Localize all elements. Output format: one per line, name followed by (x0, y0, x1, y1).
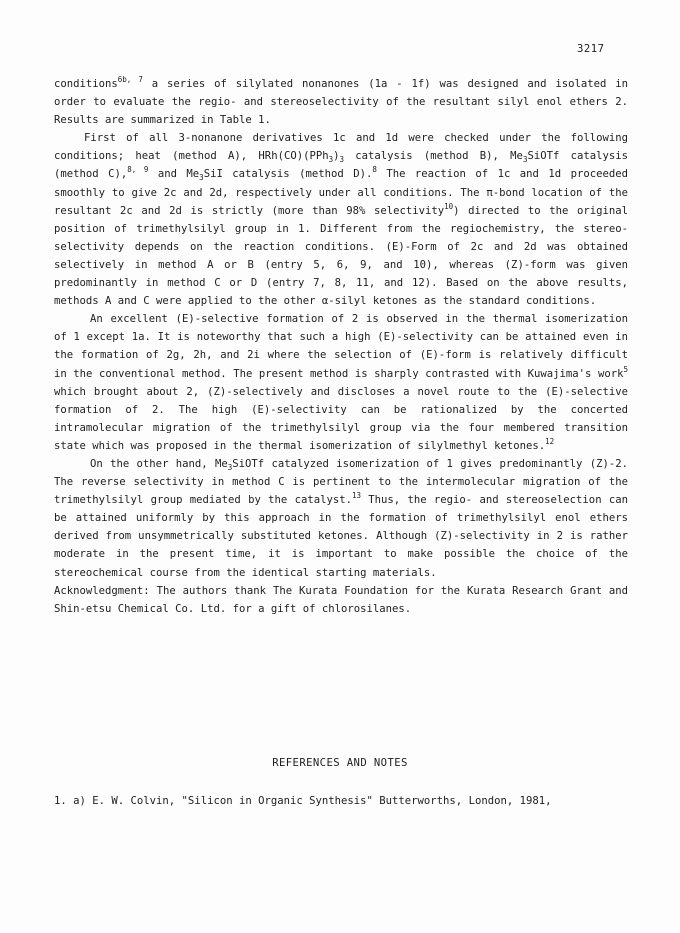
reference-1: 1. a) E. W. Colvin, "Silicon in Organic Synthesis" Butterworths, London, 1981, (54, 795, 552, 807)
references-heading: REFERENCES AND NOTES (272, 757, 408, 769)
text-run: catalysis (method B), Me (344, 150, 523, 163)
text-run: and Me (148, 168, 200, 181)
paragraph-1 (54, 75, 628, 129)
ref-superscript: 13 (351, 491, 361, 501)
subscript: 3 (199, 173, 204, 183)
text-run: which brought about 2, (Z)-selectively and discloses a novel route to the (E)-selective formation of 2. The high (E)-selectivity can be rationalized by the concerted intramolecular migration of the trimethylsilyl group via the four membered transition state which was proposed in the thermal isomerization of silylmethyl ketones. (54, 385, 628, 452)
text-run: SiI catalysis (method D). (203, 168, 373, 181)
subscript: 3 (339, 155, 345, 165)
text-run: An excellent (E)-selective formation of 2 is observed in the thermal isomerization of 1 except 1a. It is noteworthy that such a high (E)-selectivity can be attained even in the formation of 2g, 2h, and 2i where the selection of (E)-form is relatively difficult in the conventional method. The present method is sharply contrasted with Kuwajima's work (54, 313, 628, 380)
subscript: 3 (328, 155, 334, 165)
subscript: 3 (227, 462, 233, 472)
text-run: ) (333, 150, 340, 163)
ref-superscript: 10 (444, 201, 454, 211)
text-run: SiOTf catalyzed isomerization of 1 gives predominantly (Z)-2. The reverse selectivity in method C is pertinent to the intermolecular migration of the trimethylsilyl group mediated by the catalyst. (54, 457, 628, 507)
acknowledgment: Acknowledgment: The authors thank The Kurata Foundation for the Kurata Research Grant and Shin-etsu Chemical Co. Ltd. for a gift of chlorosilanes. (54, 584, 628, 615)
ref-superscript: 12 (545, 436, 555, 446)
text-run: ) directed to the original position of trimethylsilyl group in 1. Different from the regiochemistry, the stereo-selectivity depends on the reaction conditions. (E)-Form of 2c and 2d was obtained selectively in method A or B (entry 5, 6, 9, and 10), whereas (Z)-form was given predominantly in method C or D (entry 7, 8, 11, and 12). Based on the above results, methods A and C were applied to the other α-silyl ketones as the standard conditions. (54, 204, 628, 308)
text-run: The reaction of 1c and 1d proceeded smoothly to give 2c and 2d, respectively under all conditions. The π-bond location of the resultant 2c and 2d is strictly (more than 98% selectivity (54, 168, 628, 217)
text-run: SiOTf catalysis (method C), (54, 150, 628, 181)
text-run: On the other hand, Me (90, 457, 228, 470)
text-run: First of all 3-nonanone derivatives 1c and 1d were checked under the following conditions; heat (method A), HRh(CO)(PPh (54, 132, 628, 163)
text-run: Thus, the regio- and stereoselection can be attained uniformly by this approach in the formation of trimethylsilyl enol ethers derived from unsymmetrically substituted ketones. Although (Z)-selectivity in 2 is rather moderate in the present time, it is important to make possible the choice of the stereochemical course from the identical starting materials. (54, 494, 628, 579)
ref-superscript: 5 (623, 364, 628, 374)
page-number: 3217 (577, 43, 605, 55)
text-run: conditions (54, 78, 118, 90)
paragraph-3 (54, 310, 628, 455)
text-run: a series of silylated nonanones (1a - 1f) was designed and isolated in order to evaluate the regio- and stereoselectivity of the resultant silyl enol ethers 2. Results are summarized in Table 1. (54, 78, 628, 127)
ref-superscript: 8 (372, 165, 377, 175)
paragraph-4 (54, 455, 628, 582)
article-body (54, 75, 628, 618)
subscript: 3 (522, 155, 528, 165)
ref-superscript: 6b, 7 (117, 75, 143, 84)
ref-superscript: 8, 9 (127, 165, 149, 175)
paragraph-2 (54, 129, 628, 310)
